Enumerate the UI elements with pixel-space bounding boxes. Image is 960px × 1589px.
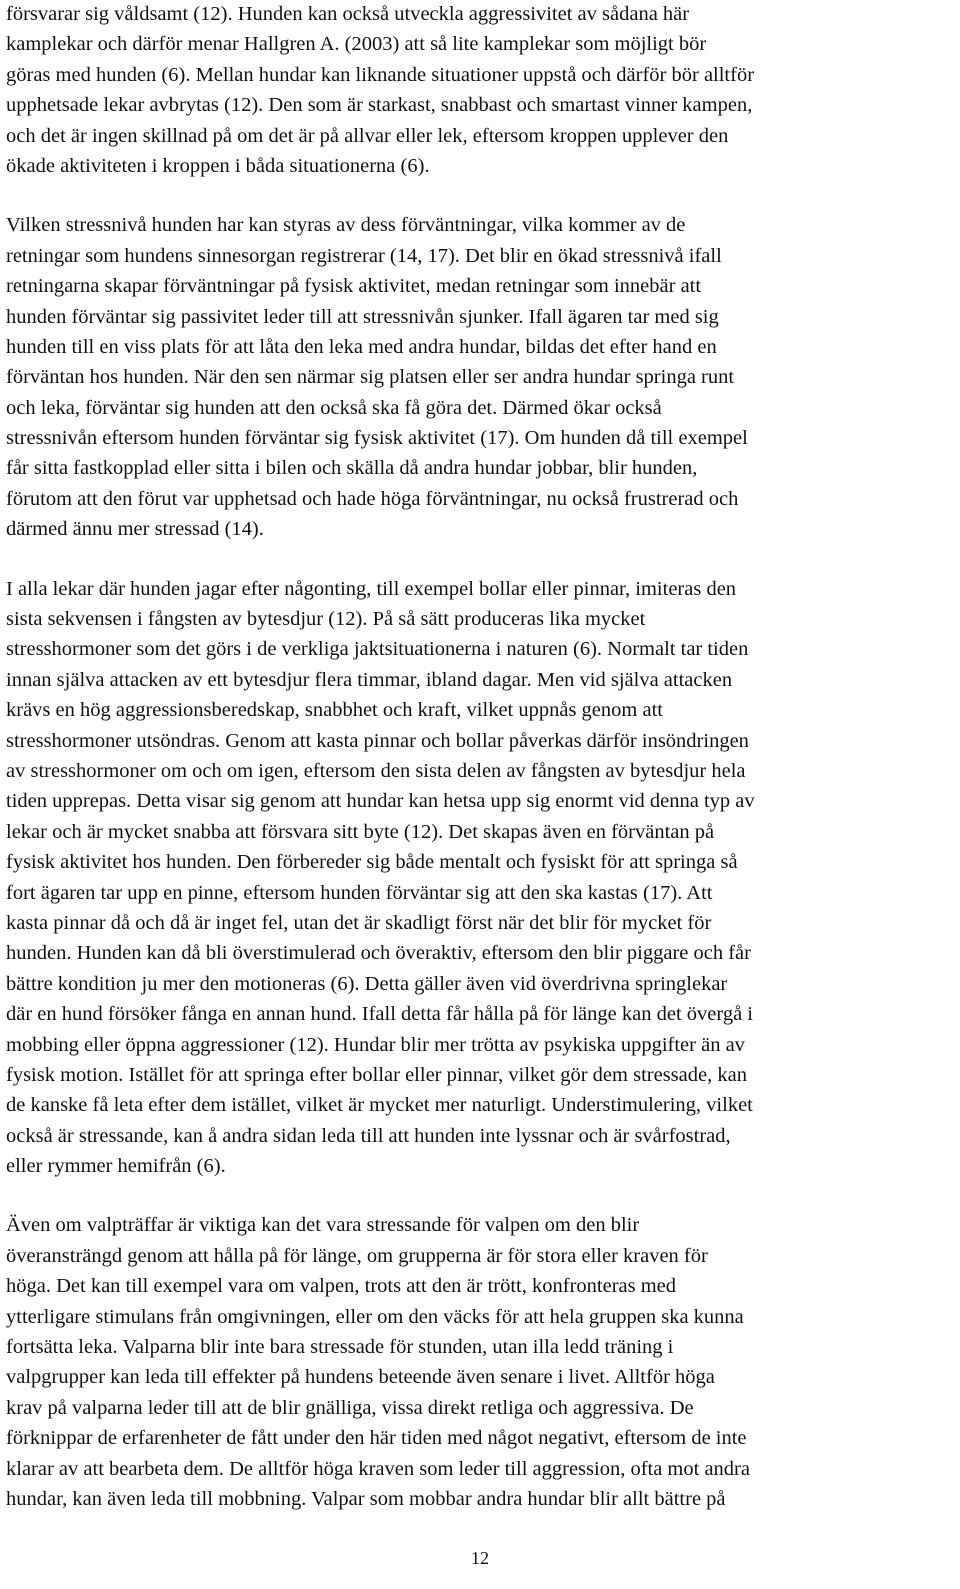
paragraph-spacer [6,545,946,574]
text-line: klarar av att bearbeta dem. De alltför höga kraven som leder till aggression, ofta mot andra [6,1457,750,1480]
text-line: fortsätta leka. Valparna blir inte bara stressade för stunden, utan illa ledd träning i [6,1336,674,1359]
text-line: hundar, kan även leda till mobbning. Valpar som mobbar andra hundar blir allt bättre på [6,1487,726,1510]
text-line: och det är ingen skillnad på om det är på allvar eller lek, eftersom kroppen upplever den [6,124,729,147]
text-line: förknippar de erfarenheter de fått under den här tiden med något negativt, eftersom de inte [6,1427,747,1450]
text-line: ökade aktiviteten i kroppen i båda situationerna (6). [6,154,430,177]
text-line: lekar och är mycket snabba att försvara sitt byte (12). Det skapas även en förväntan på [6,820,715,843]
text-line: hunden till en viss plats för att låta den leka med andra hundar, bildas det efter hand en [6,335,717,358]
text-line: förutom att den förut var upphetsad och hade höga förväntningar, nu också frustrerad och [6,487,739,510]
document-page [6,0,946,1514]
text-line: hunden förväntar sig passivitet leder till att stressnivån sjunker. Ifall ägaren tar med sig [6,305,719,328]
text-line: höga. Det kan till exempel vara om valpen, trots att den är trött, konfronteras med [6,1275,677,1298]
text-line: överansträngd genom att hålla på för länge, om grupperna är för stora eller kraven för [6,1244,708,1267]
paragraph-2 [6,210,946,544]
text-line: sista sekvensen i fångsten av bytesdjur (12). På så sätt produceras lika mycket [6,608,646,631]
page-number: 12 [471,1548,489,1568]
text-line: Vilken stressnivå hunden har kan styras av dess förväntningar, vilka kommer av de [6,214,686,237]
text-line: där en hund försöker fånga en annan hund. Ifall detta får hålla på för länge kan det övergå i [6,1003,753,1026]
text-line: valpgrupper kan leda till effekter på hundens beteende även senare i livet. Alltför höga [6,1366,715,1389]
text-line: kasta pinnar då och då är inget fel, utan det är skadligt först när det blir för mycket för [6,911,712,934]
paragraph-spacer [6,1181,946,1210]
text-line: kamplekar och därför menar Hallgren A. (2003) att så lite kamplekar som möjligt bör [6,33,707,56]
text-line: krävs en hög aggressionsberedskap, snabbhet och kraft, vilket uppnås genom att [6,699,663,722]
text-line: fysisk aktivitet hos hunden. Den förbereder sig både mentalt och fysiskt för att springa så [6,851,738,874]
text-line: eller rymmer hemifrån (6). [6,1155,226,1178]
text-line: tiden upprepas. Detta visar sig genom att hundar kan hetsa upp sig enormt vid denna typ av [6,790,755,813]
text-line: upphetsade lekar avbrytas (12). Den som är starkast, snabbast och smartast vinner kampen, [6,94,753,117]
text-line: förväntan hos hunden. När den sen närmar sig platsen eller ser andra hundar springa runt [6,366,735,389]
text-line: hunden. Hunden kan då bli överstimulerad och överaktiv, eftersom den blir piggare och får [6,942,751,965]
text-line: stresshormoner utsöndras. Genom att kasta pinnar och bollar påverkas därför insöndringen [6,729,749,752]
text-line: därmed ännu mer stressad (14). [6,518,264,541]
text-line: försvarar sig våldsamt (12). Hunden kan också utveckla aggressivitet av sådana här [6,3,690,25]
paragraph-spacer [6,181,946,210]
text-line: stresshormoner som det görs i de verkliga jaktsituationerna i naturen (6). Normalt tar tiden [6,638,749,661]
text-line: ytterligare stimulans från omgivningen, eller om den väcks för att hela gruppen ska kunna [6,1305,744,1328]
text-line: retningarna skapar förväntningar på fysisk aktivitet, medan retningar som innebär att [6,275,702,298]
text-line: får sitta fastkopplad eller sitta i bilen och skälla då andra hundar jobbar, blir hunden, [6,457,698,480]
paragraph-1 [6,0,946,181]
text-line: av stresshormoner om och om igen, eftersom den sista delen av fångsten av bytesdjur hela [6,759,746,782]
paragraph-4 [6,1210,946,1514]
text-line: bättre kondition ju mer den motioneras (6). Detta gäller även vid överdrivna springlekar [6,972,728,995]
text-line: mobbing eller öppna aggressioner (12). Hundar blir mer trötta av psykiska uppgifter än av [6,1033,745,1056]
text-line: retningar som hundens sinnesorgan registrerar (14, 17). Det blir en ökad stressnivå ifall [6,244,722,267]
text-line: de kanske få leta efter dem istället, vilket är mycket mer naturligt. Understimulering, vilket [6,1094,753,1117]
text-line: och leka, förväntar sig hunden att den också ska få göra det. Därmed ökar också [6,396,662,419]
text-line: fort ägaren tar upp en pinne, eftersom hunden förväntar sig att den ska kastas (17). Att [6,881,713,904]
text-line: I alla lekar där hunden jagar efter någonting, till exempel bollar eller pinnar, imiteras den [6,577,737,600]
text-line: fysisk motion. Istället för att springa efter bollar eller pinnar, vilket gör dem stressade, kan [6,1063,747,1086]
text-line: också är stressande, kan å andra sidan leda till att hunden inte lyssnar och är svårfostrad, [6,1124,731,1147]
text-line: innan själva attacken av ett bytesdjur flera timmar, ibland dagar. Men vid själva attacken [6,668,733,691]
text-line: Även om valpträffar är viktiga kan det vara stressande för valpen om den blir [6,1214,640,1237]
paragraph-3 [6,574,946,1182]
text-line: stressnivån eftersom hunden förväntar sig fysisk aktivitet (17). Om hunden då till exempel [6,427,748,450]
text-line: krav på valparna leder till att de blir gnälliga, vissa direkt retliga och aggressiva. De [6,1396,694,1419]
text-line: göras med hunden (6). Mellan hundar kan liknande situationer uppstå och därför bör alltför [6,63,755,86]
